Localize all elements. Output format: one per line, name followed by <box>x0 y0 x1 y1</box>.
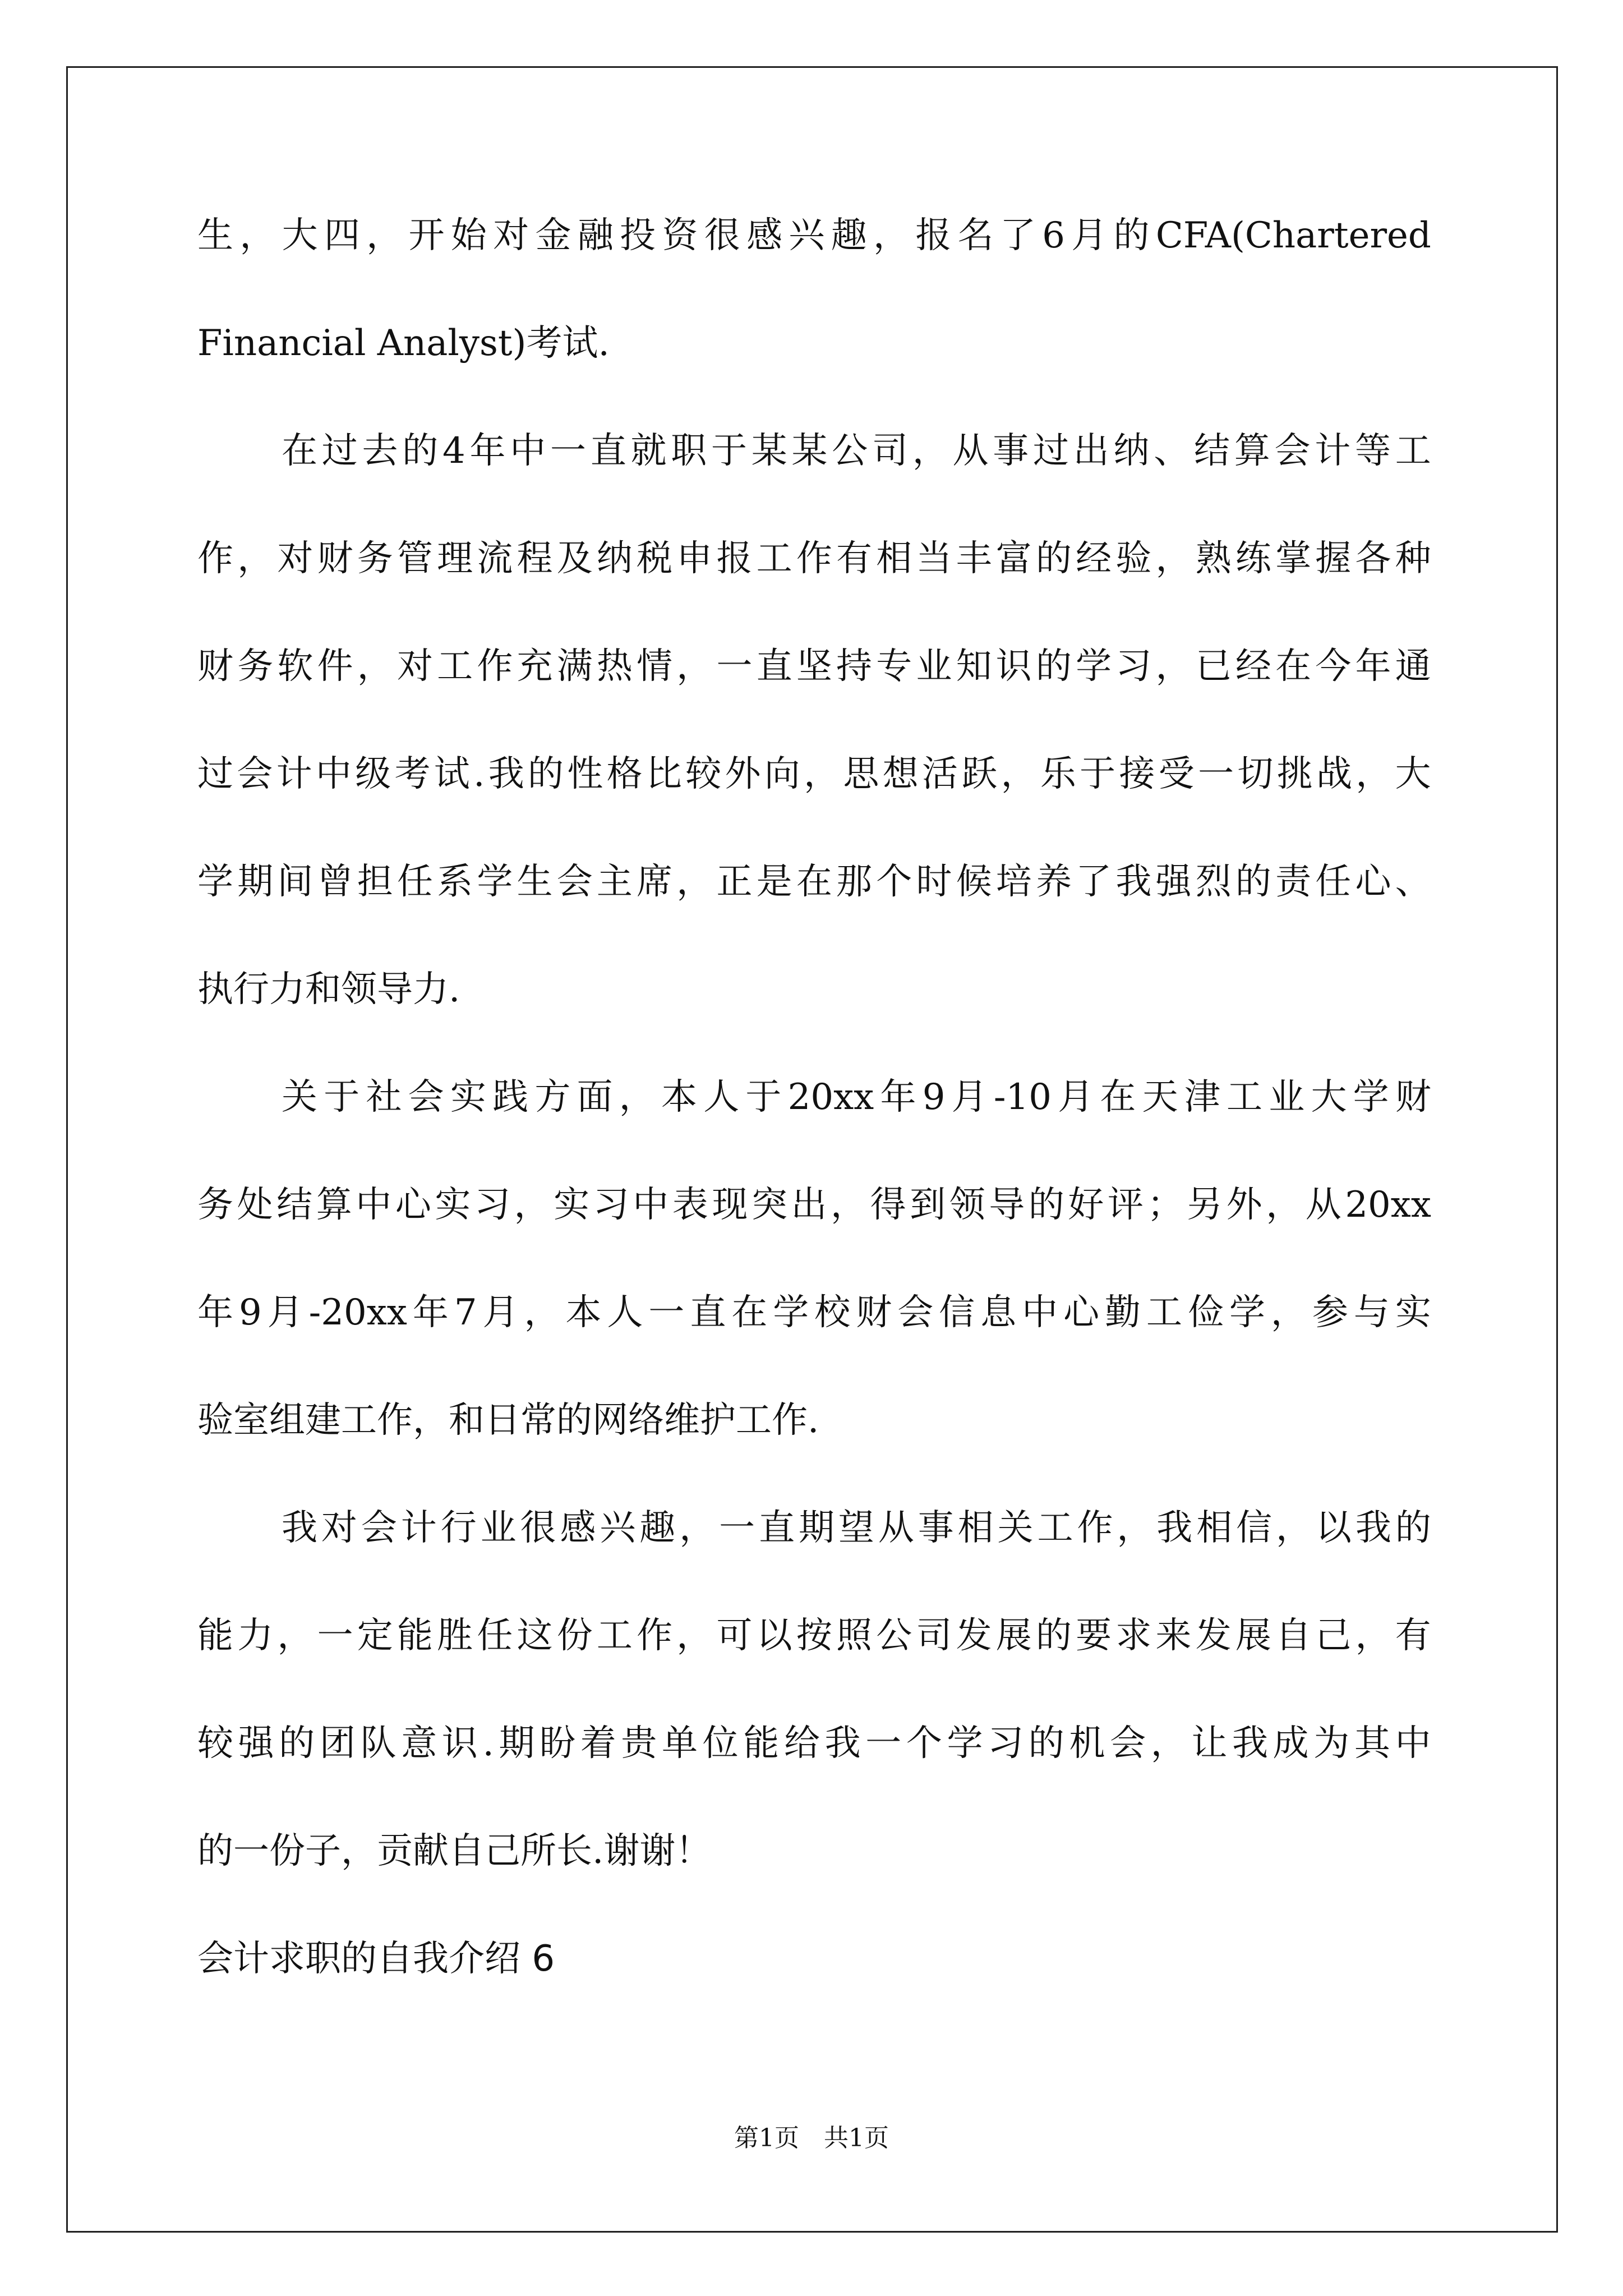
paragraph-first-line: 我 对 会 计 行 业 很 感 兴 趣 ， 一 直 期 望 从 事 相 关 工 作 ， 我 相 信 ， 以 我 的 <box>282 1507 1431 1549</box>
text-line: 验室组建工作，和日常的网络维护工作. <box>197 1400 819 1441</box>
text-line: 作 ， 对 财 务 管 理 流 程 及 纳 税 申 报 工 作 有 相 当 丰 富 的 经 验 ， 熟 练 掌 握 各 种 <box>197 538 1431 579</box>
text-line: 务 处 结 算 中 心 实 习 ， 实 习 中 表 现 突 出 ， 得 到 领 导 的 好 评 ； 另 外 ， 从 20xx <box>197 1184 1431 1226</box>
paragraph-first-line: 在 过 去 的 4 年 中 一 直 就 职 于 某 某 公 司 ， 从 事 过 出 纳 、 结 算 会 计 等 工 <box>282 430 1431 472</box>
paragraph-first-line: 关 于 社 会 实 践 方 面 ， 本 人 于 20xx 年 9 月 -10 月 在 天 津 工 业 大 学 财 <box>282 1076 1431 1118</box>
text-line: 的一份子，贡献自己所长.谢谢！ <box>197 1830 712 1872</box>
text-line: 较 强 的 团 队 意 识 . 期 盼 着 贵 单 位 能 给 我 一 个 学 习 的 机 会 ， 让 我 成 为 其 中 <box>197 1723 1431 1764</box>
text-line: 年 9 月 -20xx 年 7 月 ， 本 人 一 直 在 学 校 财 会 信 息 中 心 勤 工 俭 学 ， 参 与 实 <box>197 1292 1431 1333</box>
text-line: 生 ， 大 四 ， 开 始 对 金 融 投 资 很 感 兴 趣 ， 报 名 了 6 月 的 CFA(Chartered <box>197 215 1431 256</box>
page-footer <box>0 2126 1623 2151</box>
section-heading: 会计求职的自我介绍 6 <box>197 1938 555 1980</box>
text-line: 学 期 间 曾 担 任 系 学 生 会 主 席 ， 正 是 在 那 个 时 候 培 养 了 我 强 烈 的 责 任 心 、 <box>197 861 1431 903</box>
text-line: 财 务 软 件 ， 对 工 作 充 满 热 情 ， 一 直 坚 持 专 业 知 识 的 学 习 ， 已 经 在 今 年 通 <box>197 646 1431 687</box>
document-body <box>197 215 1431 2049</box>
page-number-total: 共1页 <box>824 2124 889 2152</box>
text-line: 能 力 ， 一 定 能 胜 任 这 份 工 作 ， 可 以 按 照 公 司 发 展 的 要 求 来 发 展 自 己 ， 有 <box>197 1615 1431 1657</box>
text-line: 执行力和领导力. <box>197 969 460 1010</box>
text-line: Financial Analyst)考试. <box>197 323 610 364</box>
page-number-current: 第1页 <box>734 2124 799 2152</box>
text-line: 过 会 计 中 级 考 试 . 我 的 性 格 比 较 外 向 ， 思 想 活 跃 ， 乐 于 接 受 一 切 挑 战 ， 大 <box>197 753 1431 795</box>
